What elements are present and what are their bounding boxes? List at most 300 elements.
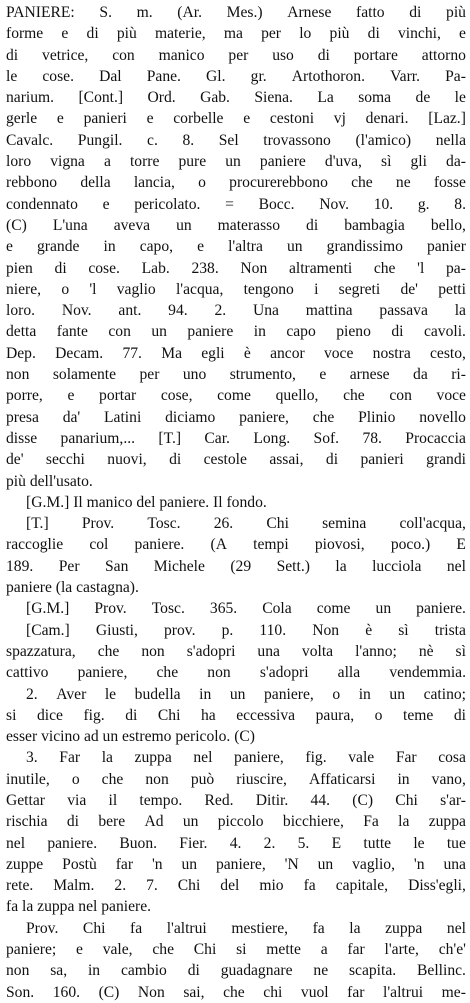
word: paniere, [234, 749, 284, 767]
text-line [6, 300, 466, 321]
word: cesto, [430, 344, 466, 362]
word: Gettar [6, 791, 45, 809]
word: non [207, 664, 231, 682]
word: Prov. [94, 600, 127, 618]
word: Affaticarsi [309, 770, 376, 788]
word: che [97, 642, 120, 660]
text-line [6, 641, 466, 662]
word: Arnese [287, 4, 332, 21]
word: paniere. [47, 834, 98, 852]
word: paniere (la castagna). [6, 579, 139, 597]
word: attorno [421, 46, 466, 64]
word: vale, [102, 941, 133, 959]
word: e [61, 25, 69, 43]
word: vj [333, 110, 346, 128]
word: budella [134, 685, 181, 703]
word: cosa [438, 749, 466, 767]
word: Malm. [53, 877, 95, 895]
word: porre, [6, 387, 43, 405]
word: ri- [451, 366, 466, 384]
word: bello, [430, 216, 466, 234]
word: 10. [373, 195, 394, 213]
word: Far [395, 749, 417, 767]
text-line [6, 705, 466, 726]
word: s'adopri [259, 664, 309, 682]
word: Dal [99, 67, 122, 85]
word: le [104, 685, 117, 703]
word: gerle [6, 110, 38, 128]
text-line [6, 385, 466, 406]
word: paniere, [215, 855, 266, 873]
word: non [6, 366, 30, 384]
word: 2. [263, 834, 276, 852]
word: vano, [431, 770, 466, 788]
text-line [6, 854, 466, 875]
word: assai, [269, 451, 304, 469]
word: trista [434, 621, 466, 639]
word: vuol [300, 983, 329, 1001]
word: zuppa [428, 813, 466, 831]
word: del [220, 877, 240, 895]
text-line [6, 939, 466, 960]
word: non [145, 770, 169, 788]
word: aveva [113, 216, 151, 234]
word: paniere, [77, 664, 128, 682]
word: che [156, 664, 179, 682]
word: s'adopri [186, 642, 236, 660]
text-line [6, 811, 466, 832]
word: capitale, [335, 877, 389, 895]
word: piccolo [217, 813, 264, 831]
text-line [6, 598, 466, 619]
word: gr. [250, 67, 267, 85]
word: col [89, 536, 109, 554]
word: pure [178, 153, 207, 171]
word: di [86, 25, 99, 43]
word: Son. [6, 983, 35, 1001]
word: in [103, 238, 116, 256]
word: 44. [310, 791, 331, 809]
word: 2. [114, 877, 127, 895]
word: pien [6, 259, 33, 277]
word: il [108, 791, 118, 809]
word: Chi [177, 877, 201, 895]
word: vigna [50, 153, 85, 171]
word: fa [303, 877, 316, 895]
word: in [397, 770, 410, 788]
word: via [67, 791, 87, 809]
word: un [181, 855, 198, 873]
word: tengono [243, 280, 294, 298]
word: Bellinc. [417, 962, 466, 980]
word: secchi [45, 451, 85, 469]
word: Siena. [254, 89, 293, 107]
word: in [199, 685, 212, 703]
word: Chi [157, 706, 181, 724]
word: [Laz.] [428, 110, 466, 128]
word: voce [323, 344, 354, 362]
word: Fier. [179, 834, 208, 852]
word: catino; [423, 685, 466, 703]
word: S. [99, 4, 112, 21]
word: altramenti [288, 259, 353, 277]
text-line [6, 364, 466, 385]
text-line [6, 130, 466, 151]
word: s'ar- [440, 791, 466, 809]
word: forme [6, 25, 44, 43]
word: novello [419, 408, 466, 426]
word: Buon. [119, 834, 158, 852]
word: Una [253, 302, 279, 320]
word: zuppa [385, 919, 423, 937]
text-line [6, 726, 466, 747]
word: bere [98, 813, 126, 831]
word: una [443, 855, 466, 873]
text-line [6, 556, 466, 577]
word: vaglio, [352, 855, 396, 873]
text-line [6, 790, 466, 811]
word: 'l [417, 259, 425, 277]
word: 8. [454, 195, 466, 213]
word: per [261, 25, 281, 43]
word: cestole [203, 451, 247, 469]
word: [G.M.] Il manico del paniere. Il fondo. [26, 493, 267, 511]
word: più dell'usato. [6, 472, 93, 490]
word: niere, [6, 280, 42, 298]
word: fig. [305, 749, 327, 767]
word: piovosi, [314, 536, 365, 554]
word: Car. [204, 429, 230, 447]
word: pericolato. [134, 195, 201, 213]
word: de' [6, 451, 24, 469]
word: tempo. [139, 791, 183, 809]
text-line [6, 918, 466, 939]
word: loro. [6, 302, 36, 320]
word: a [103, 153, 111, 171]
word: capo, [139, 238, 174, 256]
word: della [80, 174, 111, 192]
word: di [367, 25, 380, 43]
word: 7. [146, 877, 158, 895]
word: che [343, 387, 365, 405]
word: l'anno; [355, 642, 397, 660]
word: Per [58, 557, 80, 575]
word: Ad [144, 813, 164, 831]
word: che [312, 408, 335, 426]
word: Dep. [6, 344, 36, 362]
word: Aver [56, 685, 87, 703]
word: rebbono [6, 174, 58, 192]
word: più [446, 4, 466, 21]
text-line [6, 492, 466, 513]
word: semina [322, 515, 367, 533]
word: paniere, [264, 685, 314, 703]
text-line [6, 236, 466, 257]
word: e [76, 941, 83, 959]
word: fig. [83, 706, 105, 724]
word: de [415, 89, 431, 107]
word: fosse [433, 174, 466, 192]
word: di [325, 451, 339, 469]
word: Red. [204, 791, 234, 809]
word: coll'acqua, [399, 515, 466, 533]
word: sì [381, 153, 392, 171]
word: la [335, 557, 347, 575]
word: segreti [338, 280, 381, 298]
word: Sett.) [276, 557, 310, 575]
word: che [152, 941, 174, 959]
word: L'una [52, 216, 88, 234]
word: in [253, 323, 266, 341]
word: Mes.) [226, 4, 263, 21]
word: (29 [230, 557, 252, 575]
word: e [102, 195, 110, 213]
word: narium. [6, 89, 55, 107]
word: o [332, 685, 341, 703]
word: grande [36, 238, 80, 256]
word: denari. [365, 110, 409, 128]
text-line [6, 258, 466, 279]
word: Giusti, [95, 621, 138, 639]
word: Lab. [141, 259, 170, 277]
word: che [101, 770, 124, 788]
word: Non [240, 259, 268, 277]
word: manico [158, 46, 205, 64]
word: l'altra [228, 238, 263, 256]
word: paniere. [416, 600, 466, 618]
word: lucciola [372, 557, 422, 575]
word: ancor [270, 344, 305, 362]
word: con [112, 46, 135, 64]
word: inutile, [6, 770, 50, 788]
word: di [391, 323, 404, 341]
word: Diss'egli, [408, 877, 466, 895]
word: con [389, 387, 412, 405]
word: e [146, 110, 154, 128]
word: di [6, 46, 19, 64]
word: (l'amico) [355, 131, 412, 149]
text-line [6, 87, 466, 108]
word: Gl. [206, 67, 226, 85]
word: più [116, 25, 137, 43]
word: in [358, 685, 371, 703]
word: alla [337, 664, 361, 682]
word: sì [398, 621, 409, 639]
word: La [317, 89, 334, 107]
word: (C) [6, 216, 27, 234]
word: 'N [284, 855, 299, 873]
text-line [6, 769, 466, 790]
word: pieno [336, 323, 371, 341]
word: tue [446, 834, 466, 852]
word: 26. [213, 515, 234, 533]
word: si [236, 941, 247, 959]
text-line [6, 172, 466, 193]
word: di [306, 216, 319, 234]
word: Fa [363, 813, 379, 831]
word: da' [62, 408, 81, 426]
text-line [6, 151, 466, 172]
word: Chi [266, 515, 289, 533]
word: nostra [372, 344, 411, 362]
word: cattivo [6, 664, 49, 682]
word: vendemmia. [389, 664, 466, 682]
word: Chi [82, 919, 106, 937]
word: Sel [218, 131, 239, 149]
word: vinchi, [397, 25, 441, 43]
word: Prov. [81, 515, 115, 533]
word: è [243, 344, 251, 362]
word: non [6, 962, 30, 980]
word: di [317, 46, 330, 64]
word: spazzatura, [6, 642, 76, 660]
word: panier [426, 238, 466, 256]
word: un [375, 600, 392, 618]
word: rischia [6, 813, 48, 831]
word: di [187, 962, 200, 980]
word: da [413, 366, 428, 384]
text-line [6, 2, 466, 23]
word: le [454, 89, 466, 107]
word: la [398, 813, 410, 831]
word: di [169, 451, 182, 469]
word: Pa- [445, 67, 466, 85]
word: 3. [26, 749, 38, 767]
word: 238. [191, 259, 219, 277]
word: (C) [352, 791, 374, 809]
word: 2. [26, 685, 38, 703]
word: bicchiere, [282, 813, 344, 831]
text-line [6, 833, 466, 854]
text-line [6, 108, 466, 129]
word: Decam. [55, 344, 104, 362]
word: la [101, 749, 113, 767]
word: un [151, 323, 167, 341]
word: 8. [182, 131, 195, 149]
text-line [6, 684, 466, 705]
text-line [6, 407, 466, 428]
word: Ma [161, 344, 182, 362]
word: rete. [6, 877, 34, 895]
word: una [257, 642, 280, 660]
word: detta [6, 323, 37, 341]
word: nel [446, 919, 466, 937]
word: solamente [52, 366, 117, 384]
word: 110. [259, 621, 287, 639]
word: Ord. [147, 89, 176, 107]
word: strumento, [229, 366, 296, 384]
word: quello, [275, 387, 319, 405]
word: ne [395, 174, 411, 192]
word: e [319, 366, 327, 384]
word: far [115, 855, 134, 873]
word: Tosc. [147, 515, 181, 533]
word: un [389, 685, 405, 703]
word: con [108, 323, 131, 341]
word: cose. [88, 259, 120, 277]
word: come [316, 600, 351, 618]
word: de' [400, 280, 418, 298]
word: Artothoron. [291, 67, 365, 85]
word: E [456, 536, 466, 554]
word: un [225, 153, 241, 171]
word: San [104, 557, 129, 575]
word: sai, [183, 983, 205, 1001]
word: grandissimo [326, 238, 403, 256]
word: loro [6, 153, 32, 171]
word: nè [418, 642, 434, 660]
word: Postù [62, 855, 97, 873]
text-line [6, 343, 466, 364]
word: scapita. [348, 962, 397, 980]
word: si [6, 706, 17, 724]
word: pa- [445, 259, 466, 277]
word: [Cam.] [26, 621, 70, 639]
word: o [374, 706, 383, 724]
word: [T.] [158, 429, 182, 447]
word: tutte [363, 834, 392, 852]
word: un [317, 855, 334, 873]
text-line [6, 471, 466, 492]
word: PANIERE: [6, 4, 75, 21]
word: Sof. [313, 429, 340, 447]
word: è [365, 621, 373, 639]
word: nella [435, 131, 466, 149]
word: [T.] [26, 515, 49, 533]
word: torre [129, 153, 160, 171]
word: 77. [122, 344, 142, 362]
word: un [176, 216, 192, 234]
word: di [409, 4, 422, 21]
word: l'acqua, [175, 280, 224, 298]
word: panieri [360, 451, 404, 469]
word: mette [266, 941, 301, 959]
word: grandi [426, 451, 466, 469]
word: l'altrui [383, 983, 424, 1001]
word: p. [221, 621, 234, 639]
word: chi [263, 983, 283, 1001]
text-line [6, 960, 466, 981]
word: [Cont.] [78, 89, 124, 107]
word: (A [210, 536, 227, 554]
word: 'n [151, 855, 163, 873]
word: di [54, 259, 67, 277]
word: soma [358, 89, 392, 107]
word: voce [436, 387, 466, 405]
text-line [6, 620, 466, 641]
word: paura, [315, 706, 355, 724]
word: un [229, 685, 246, 703]
word: le [413, 834, 425, 852]
word: che [351, 174, 373, 192]
word: paniere; [6, 941, 57, 959]
word: paniere, [239, 408, 289, 426]
word: far [347, 941, 365, 959]
word: ant. [118, 302, 142, 320]
word: Cola [262, 600, 292, 618]
word: e [243, 110, 251, 128]
word: Nov. [319, 195, 349, 213]
word: in [87, 962, 101, 980]
word: Chi [193, 941, 217, 959]
word: Tosc. [151, 600, 185, 618]
text-line [6, 66, 466, 87]
text-line [6, 45, 466, 66]
word: uno [182, 366, 207, 384]
word: volta [301, 642, 334, 660]
word: passava [379, 302, 428, 320]
word: (C) [98, 983, 120, 1001]
